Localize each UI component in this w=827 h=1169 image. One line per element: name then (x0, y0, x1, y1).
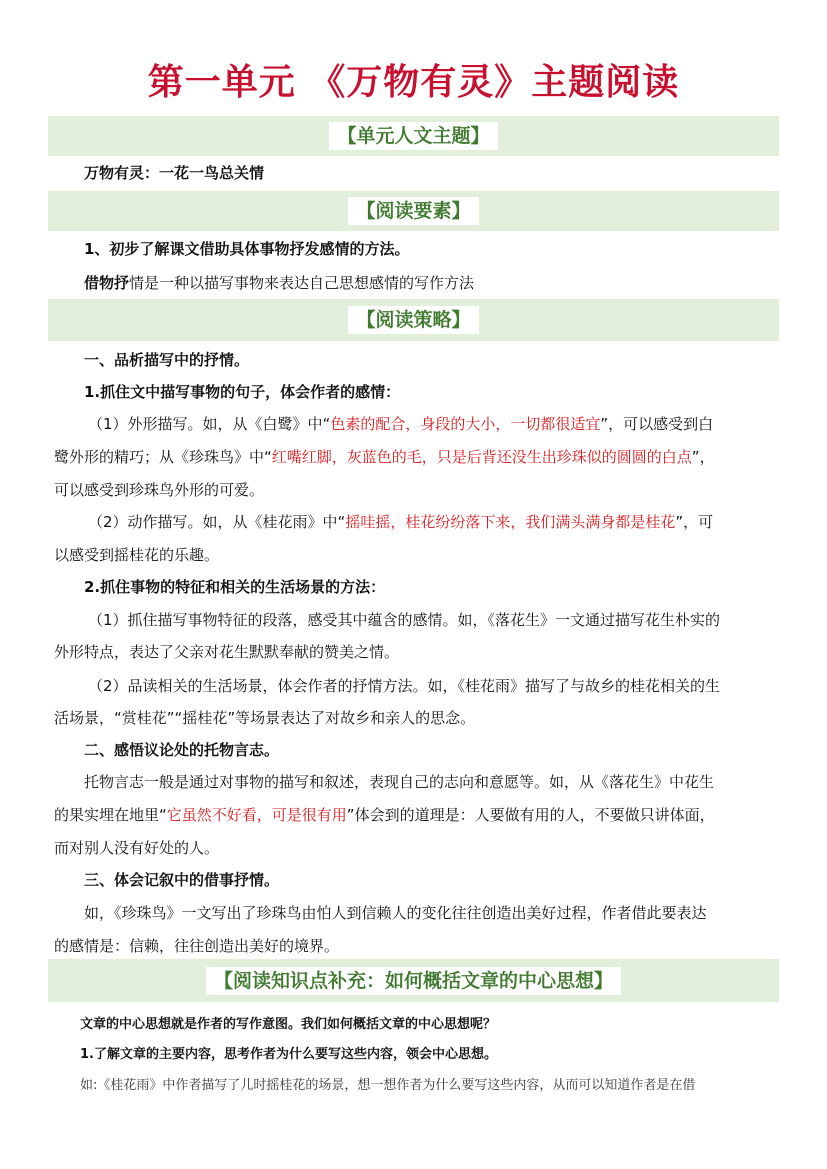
heading-3: 三、体会记叙中的借事抒情。 (84, 871, 280, 889)
text: （2）动作描写。如，从《桂花雨》中“ (88, 513, 346, 531)
theme-line: 万物有灵：一花一鸟总关情 (84, 164, 265, 182)
quote-red: 色素的配合，身段的大小，一切都很适宜 (330, 415, 601, 433)
section-band-humanities-theme (48, 116, 779, 156)
section-band-knowledge-supplement (48, 959, 779, 1002)
paragraph-line: （2）品读相关的生活场景，体会作者的抒情方法。如，《桂花雨》描写了与故乡的桂花相关的生 (88, 677, 721, 695)
paragraph-line: 的感情是：信赖，往往创造出美好的境界。 (54, 937, 340, 955)
heading-2: 二、感悟议论处的托物言志。 (84, 741, 280, 759)
paragraph-line: 外形特点，表达了父亲对花生默默奉献的赞美之情。 (54, 643, 400, 661)
paragraph-line: 托物言志一般是通过对事物的描写和叙述，表现自己的志向和意愿等。如，从《落花生》中花生 (84, 773, 715, 791)
paragraph-line: 而对别人没有好处的人。 (54, 839, 220, 857)
bold-term: 借物抒 (84, 274, 130, 292)
section-band-reading-elements (48, 191, 779, 231)
text: ”，可 (675, 513, 714, 531)
text: 鹭外形的精巧；从《珍珠鸟》中“ (54, 448, 272, 466)
section-label: 【阅读策略】 (348, 306, 478, 334)
text: ”体会到的道理是：人要做有用的人，不要做只讲体面， (346, 806, 715, 824)
paragraph-line: 以感受到摇桂花的乐趣。 (54, 546, 220, 564)
quote-red: 摇哇摇，桂花纷纷落下来，我们满头满身都是桂花 (345, 513, 676, 531)
paragraph-line (88, 412, 818, 436)
paragraph-line (88, 510, 818, 534)
heading-1: 一、品析描写中的抒情。 (84, 351, 250, 369)
element-definition (84, 271, 814, 295)
quote-red: 它虽然不好看，可是很有用 (166, 806, 347, 824)
example-line: 如:《桂花雨》中作者描写了儿时摇桂花的场景，想一想作者为什么要写这些内容，从而可以知道作者是在借 (80, 1078, 696, 1093)
question-line: 文章的中心思想就是作者的写作意图。我们如何概括文章的中心思想呢？ (80, 1017, 497, 1032)
definition-text: 情是一种以描写事物来表达自己思想感情的写作方法 (129, 274, 475, 292)
subheading-1-1: 1.抓住文中描写事物的句子，体会作者的感情： (84, 383, 401, 401)
section-band-reading-strategy (48, 299, 779, 341)
section-label: 【阅读要素】 (348, 197, 478, 225)
paragraph-line: （1）抓住描写事物特征的段落，感受其中蕴含的感情。如，《落花生》一文通过描写花生朴实的 (88, 611, 721, 629)
paragraph-line (54, 803, 784, 827)
text: ”， (691, 448, 715, 466)
element-item-1: 1、初步了解课文借助具体事物抒发感情的方法。 (84, 240, 410, 258)
method-item-1: 1.了解文章的主要内容，思考作者为什么要写这些内容，领会中心思想。 (80, 1047, 497, 1062)
paragraph-line: 活场景，“赏桂花”“摇桂花”等场景表达了对故乡和亲人的思念。 (54, 709, 476, 727)
subheading-1-2: 2.抓住事物的特征和相关的生活场景的方法： (84, 578, 386, 596)
paragraph-line (54, 445, 784, 469)
text: 的果实埋在地里“ (54, 806, 167, 824)
section-label: 【单元人文主题】 (329, 122, 497, 150)
section-label: 【阅读知识点补充：如何概括文章的中心思想】 (206, 967, 621, 995)
quote-red: 红嘴红脚，灰蓝色的毛，只是后背还没生出珍珠似的圆圆的白点 (271, 448, 692, 466)
text: ”，可以感受到白 (600, 415, 714, 433)
paragraph-line: 可以感受到珍珠鸟外形的可爱。 (54, 481, 265, 499)
text: （1）外形描写。如，从《白鹭》中“ (88, 415, 331, 433)
paragraph-line: 如，《珍珠鸟》一文写出了珍珠鸟由怕人到信赖人的变化往往创造出美好过程，作者借此要表达 (84, 904, 707, 922)
page-title: 第一单元 《万物有灵》主题阅读 (147, 62, 680, 103)
